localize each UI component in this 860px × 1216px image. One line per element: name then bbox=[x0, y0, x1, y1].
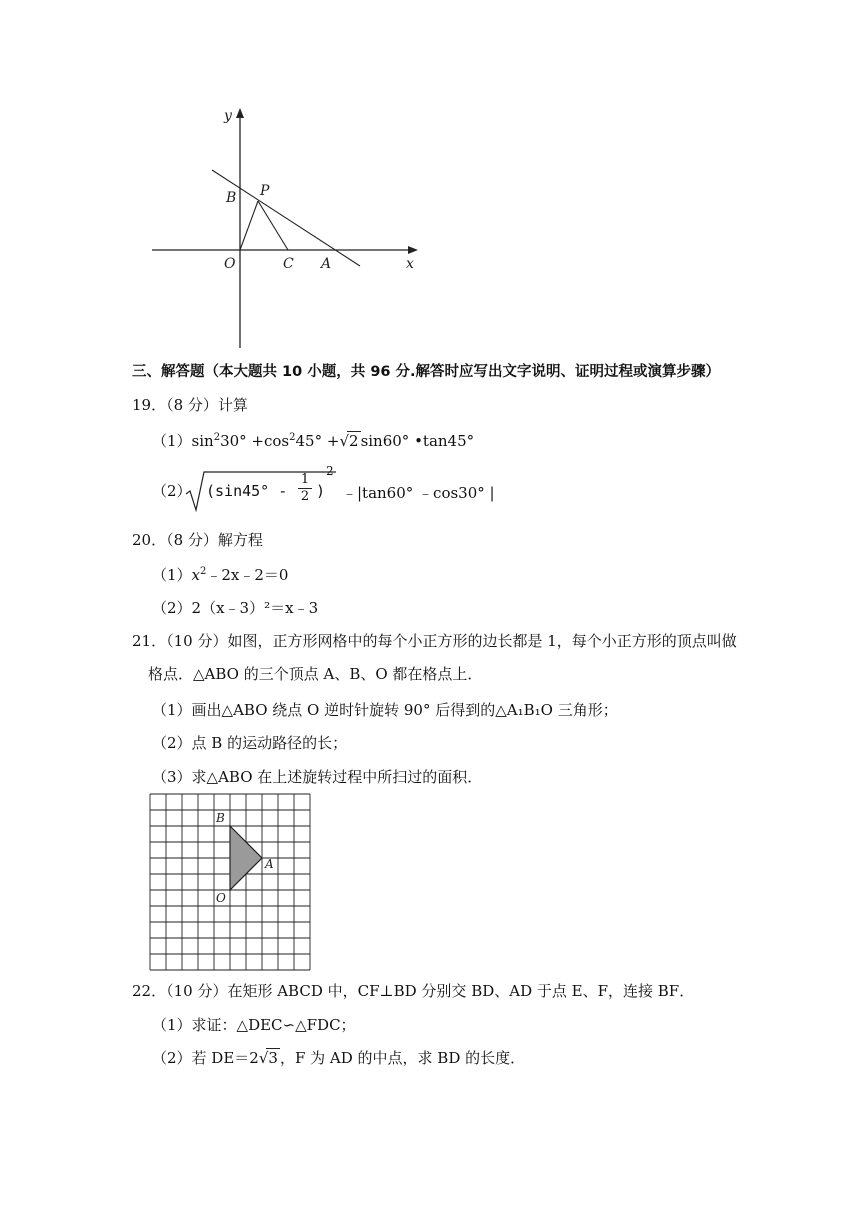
label-p: P bbox=[260, 183, 270, 199]
y-axis-arrow bbox=[236, 108, 244, 118]
q19-p1-a: 30° +cos bbox=[220, 432, 290, 450]
q19-p2-close: ) bbox=[316, 482, 326, 500]
q19-p2-exp: 2 bbox=[326, 464, 334, 478]
q20-p1-rest: ﹣2x﹣2＝0 bbox=[206, 566, 289, 584]
grid-figure bbox=[148, 792, 312, 972]
q20-part2: （2）2（x﹣3）²＝x﹣3 bbox=[152, 599, 319, 617]
q19-part1 bbox=[152, 430, 474, 451]
label-c: C bbox=[283, 256, 294, 272]
q22-p2-prefix: （2）若 DE＝2 bbox=[152, 1049, 259, 1067]
q22-part1: （1）求证：△DEC∽△FDC； bbox=[152, 1016, 356, 1034]
label-y: y bbox=[224, 108, 232, 124]
q22-p2-rad: 3 bbox=[268, 1049, 278, 1067]
label-o: O bbox=[224, 256, 236, 272]
sqrt-symbol: √ bbox=[339, 432, 350, 450]
q19-title: 19．（8 分）计算 bbox=[132, 396, 248, 414]
segment-pc bbox=[258, 201, 288, 250]
q19-p2-num: 1 bbox=[298, 472, 312, 489]
q21-line1: 21．（10 分）如图，正方形网格中的每个小正方形的边长都是 1，每个小正方形的顶点叫做 bbox=[132, 632, 737, 650]
sqrt-symbol-2: √ bbox=[258, 1049, 269, 1067]
q21-part2: （2）点 B 的运动路径的长； bbox=[152, 734, 348, 752]
q20-p1-var: x bbox=[191, 566, 201, 584]
line-ab bbox=[212, 170, 360, 266]
coordinate-figure bbox=[140, 100, 430, 350]
q19-p1-rad: 2 bbox=[349, 432, 359, 450]
q19-p2-frac bbox=[298, 472, 312, 505]
q21-part1: （1）画出△ABO 绕点 O 逆时针旋转 90° 后得到的△A₁B₁O 三角形； bbox=[152, 701, 618, 719]
grid-label-o: O bbox=[216, 891, 226, 905]
q19-p1-exp2: 2 bbox=[289, 432, 296, 443]
label-x: x bbox=[406, 256, 414, 272]
q22-p2-rest: ，F 为 AD 的中点，求 BD 的长度． bbox=[279, 1049, 526, 1067]
q19-p2-rest: ﹣|tan60° ﹣cos30° | bbox=[342, 484, 495, 502]
q19-p1-b: 45° + bbox=[295, 432, 340, 450]
x-axis-arrow bbox=[408, 246, 418, 254]
q19-p2-den: 2 bbox=[300, 489, 310, 504]
segment-op bbox=[240, 201, 258, 250]
grid-label-b: B bbox=[216, 811, 225, 825]
q19-p1-c: sin60° •tan45° bbox=[360, 432, 475, 450]
q20-part1 bbox=[152, 564, 288, 585]
q21-line2: 格点．△ABO 的三个顶点 A、B、O 都在格点上． bbox=[148, 665, 483, 683]
label-b: B bbox=[226, 190, 237, 206]
q22-part2 bbox=[152, 1047, 525, 1068]
grid-label-a: A bbox=[265, 857, 274, 871]
q20-p1-exp: 2 bbox=[200, 566, 207, 577]
section-heading: 三、解答题（本大题共 10 小题，共 96 分.解答时应写出文字说明、证明过程或演算步骤） bbox=[132, 364, 721, 380]
q19-p2-inner: (sin45° - bbox=[206, 482, 288, 500]
q20-p1-prefix: （1） bbox=[152, 566, 192, 584]
q19-p1-prefix: （1）sin bbox=[152, 432, 214, 450]
q20-title: 20．（8 分）解方程 bbox=[132, 531, 263, 549]
q19-p1-exp1: 2 bbox=[213, 432, 221, 443]
q22-line1: 22．（10 分）在矩形 ABCD 中，CF⊥BD 分别交 BD、AD 于点 E、F，连接 BF． bbox=[132, 982, 695, 1000]
label-a: A bbox=[321, 256, 332, 272]
q19-p2-prefix: （2） bbox=[152, 482, 192, 500]
q21-part3: （3）求△ABO 在上述旋转过程中所扫过的面积． bbox=[152, 768, 483, 786]
